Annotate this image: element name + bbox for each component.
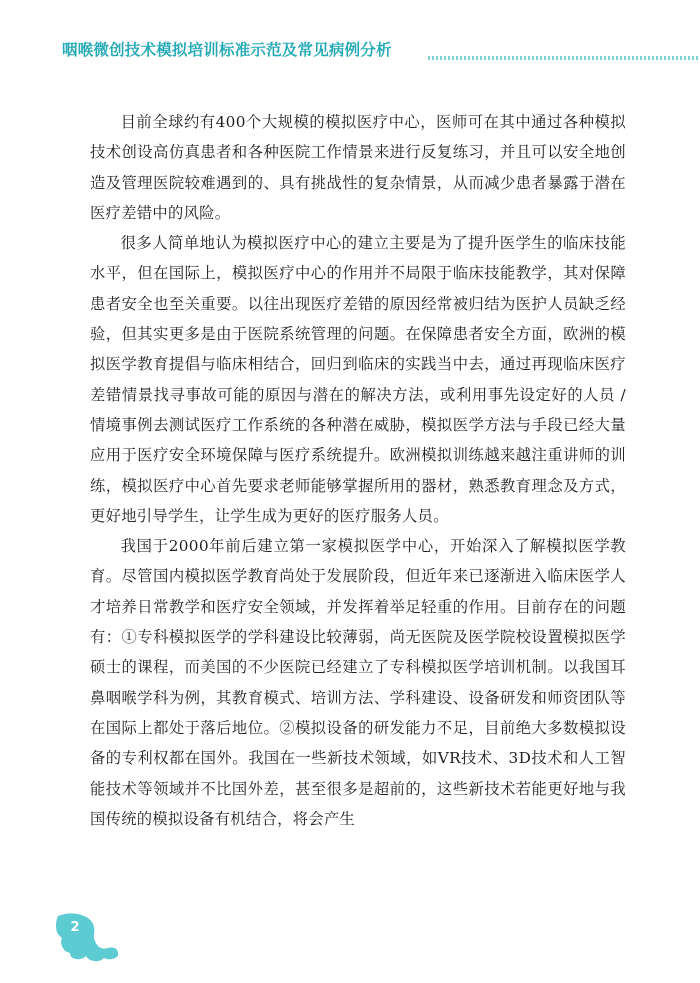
- paragraph-1: 目前全球约有400个大规模的模拟医疗中心，医师可在其中通过各种模拟技术创设高仿真患者和各种医院工作情景来进行反复练习，并且可以安全地创造及管理医院较难遇到的、具有挑战性的复杂情景，从而减少患者暴露于潜在医疗差错中的风险。: [90, 113, 626, 222]
- body-text: [90, 107, 626, 834]
- page-number-badge: [52, 912, 120, 964]
- running-header: [62, 38, 700, 62]
- header-dotted-rule: [428, 56, 700, 60]
- paragraph-2: 很多人简单地认为模拟医疗中心的建立主要是为了提升医学生的临床技能水平，但在国际上，模拟医疗中心的作用并不局限于临床技能教学，其对保障患者安全也至关重要。以往出现医疗差错的原因经常被归结为医护人员缺乏经验，但其实更多是由于医院系统管理的问题。在保障患者安全方面，欧洲的模拟医学教育提倡与临床相结合，回归到临床的实践当中去，通过再现临床医疗差错情景找寻事故可能的原因与潜在的解决方法，或利用事先设定好的人员 / 情境事例去测试医疗工作系统的各种潜在威胁，模拟医学方法与手段已经大量应用于医疗安全环境保障与医疗系统提升。欧洲模拟训练越来越注重讲师的训练，模拟医疗中心首先要求老师能够掌握所用的器材，熟悉教育理念及方式，更好地引导学生，让学生成为更好的医疗服务人员。: [90, 234, 626, 525]
- page-number: 2: [70, 920, 80, 935]
- paragraph-3: 我国于2000年前后建立第一家模拟医学中心，开始深入了解模拟医学教育。尽管国内模拟医学教育尚处于发展阶段，但近年来已逐渐进入临床医学人才培养日常教学和医疗安全领域，并发挥着举足轻重的作用。目前存在的问题有：①专科模拟医学的学科建设比较薄弱，尚无医院及医学院校设置模拟医学硕士的课程，而美国的不少医院已经建立了专科模拟医学培训机制。以我国耳鼻咽喉学科为例，其教育模式、培训方法、学科建设、设备研发和师资团队等在国际上都处于落后地位。②模拟设备的研发能力不足，目前绝大多数模拟设备的专利权都在国外。我国在一些新技术领域，如VR技术、3D技术和人工智能技术等领域并不比国外差，甚至很多是超前的，这些新技术若能更好地与我国传统的模拟设备有机结合，将会产生: [90, 537, 626, 828]
- book-title: 咽喉微创技术模拟培训标准示范及常见病例分析: [62, 41, 392, 59]
